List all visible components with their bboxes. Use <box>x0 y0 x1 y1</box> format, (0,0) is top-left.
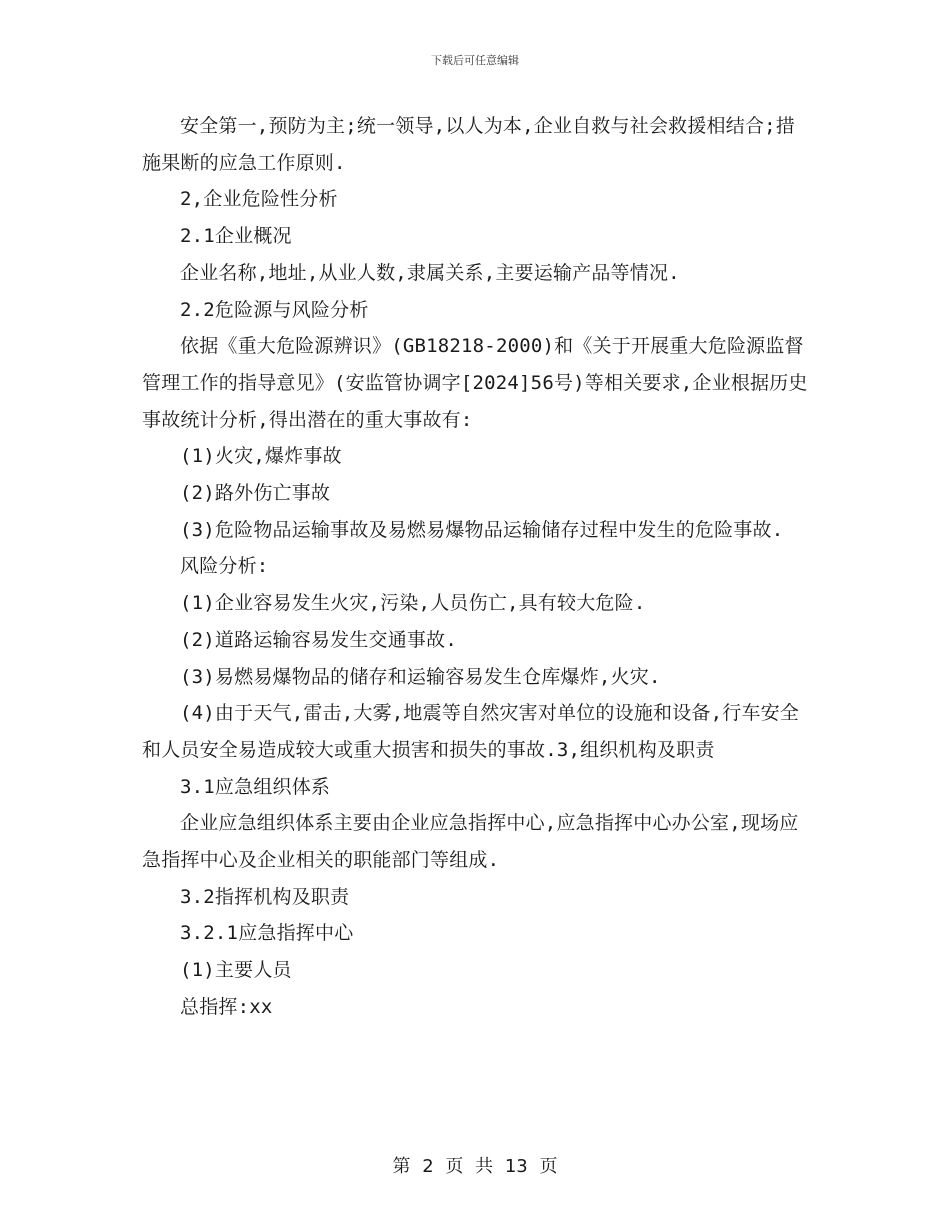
list-item-risk-1: (1)企业容易发生火灾,污染,人员伤亡,具有较大危险. <box>180 592 646 615</box>
list-item-risk-4: (4)由于天气,雷击,大雾,地震等自然灾害对单位的设施和设备,行车安全和人员安全易造成较大或重大损害和损失的事故.3,组织机构及职责 <box>142 702 800 761</box>
page-header: 下载后可任意编辑 <box>431 54 519 67</box>
heading-command: 3.2指挥机构及职责 <box>180 885 350 908</box>
paragraph-emergency-system: 企业应急组织体系主要由企业应急指挥中心,应急指挥中心办公室,现场应急指挥中心及企业相关的职能部门等组成. <box>142 812 799 872</box>
heading-company-overview: 2.1企业概况 <box>180 225 292 248</box>
paragraph-commander: 总指挥:xx <box>180 995 273 1018</box>
paragraph-principles: 安全第一,预防为主;统一领导,以人为本,企业自救与社会救援相结合;措施果断的应急工作原则. <box>142 115 795 174</box>
list-item-dangerous-goods: (3)危险物品运输事故及易燃易爆物品运输储存过程中发生的危险事故. <box>180 518 784 541</box>
paragraph-company-info: 企业名称,地址,从业人数,隶属关系,主要运输产品等情况. <box>180 261 680 284</box>
list-item-risk-2: (2)道路运输容易发生交通事故. <box>180 628 457 651</box>
page-number: 第 2 页 共 13 页 <box>392 1156 558 1177</box>
heading-command-center: 3.2.1应急指挥中心 <box>180 922 354 945</box>
list-item-road-casualty: (2)路外伤亡事故 <box>180 482 331 505</box>
heading-hazard-sources: 2.2危险源与风险分析 <box>180 298 369 321</box>
heading-emergency-system: 3.1应急组织体系 <box>180 775 331 798</box>
heading-risk-analysis: 2,企业危险性分析 <box>180 188 338 211</box>
list-item-personnel: (1)主要人员 <box>180 959 292 982</box>
document-body <box>142 108 808 1026</box>
list-item-risk-3: (3)易燃易爆物品的储存和运输容易发生仓库爆炸,火灾. <box>180 665 661 688</box>
list-item-fire: (1)火灾,爆炸事故 <box>180 445 342 468</box>
paragraph-hazard-basis: 依据《重大危险源辨识》(GB18218-2000)和《关于开展重大危险源监督管理工作的指导意见》(安监管协调字[2024]56号)等相关要求,企业根据历史事故统计分析,得出潜在的重大事故有: <box>142 335 808 431</box>
heading-risk: 风险分析: <box>180 555 269 578</box>
